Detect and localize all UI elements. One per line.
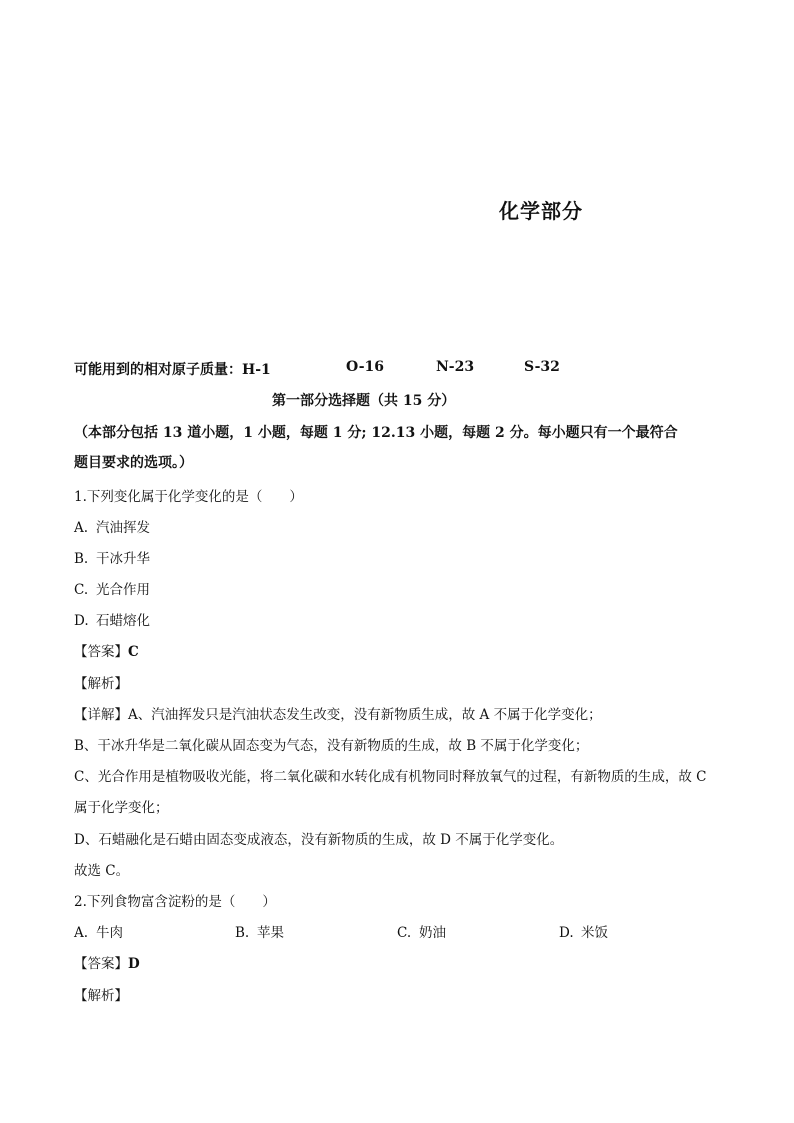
answer-value: C: [128, 644, 139, 660]
q1-option-d: [74, 609, 150, 629]
option-text: 汽油挥发: [96, 520, 150, 536]
q1-option-b: [74, 547, 150, 567]
option-label: D.: [559, 925, 574, 941]
q1-detail-d: D、石蜡融化是石蜡由固态变成液态，没有新物质的生成，故 D 不属于化学变化。: [74, 832, 564, 848]
q2-option-d: [559, 921, 608, 941]
option-text: 苹果: [257, 925, 284, 941]
q1-detail-c-line1: C、光合作用是植物吸收光能，将二氧化碳和水转化成有机物同时释放氧气的过程，有新物质的生成，故 C: [74, 769, 707, 785]
answer-tag: 【答案】: [74, 956, 128, 972]
option-label: D.: [74, 613, 89, 629]
q2-answer: [74, 952, 140, 972]
q1-detail-b: B、干冰升华是二氧化碳从固态变为气态，没有新物质的生成，故 B 不属于化学变化；: [74, 738, 589, 754]
q2-option-c: [397, 921, 446, 941]
question-1-stem: 1.下列变化属于化学变化的是（ ）: [74, 489, 303, 505]
page-title: 化学部分: [499, 199, 583, 223]
option-text: 干冰升华: [96, 551, 150, 567]
q1-answer: [74, 640, 139, 660]
atomic-mass-o: O-16: [346, 359, 385, 375]
option-label: B.: [235, 925, 250, 941]
q2-analysis-tag: 【解析】: [74, 988, 128, 1004]
option-text: 光合作用: [96, 582, 150, 598]
option-text: 石蜡熔化: [96, 613, 150, 629]
q2-option-b: [235, 921, 284, 941]
q1-option-c: [74, 578, 150, 598]
detail-tag: 【详解】: [74, 707, 128, 723]
q2-option-a: [74, 921, 123, 941]
q1-detail-a: [74, 703, 602, 723]
option-label: C.: [397, 925, 412, 941]
answer-value: D: [128, 956, 140, 972]
q1-analysis-tag: 【解析】: [74, 676, 128, 692]
q1-option-a: [74, 516, 150, 536]
question-2-stem: 2.下列食物富含淀粉的是（ ）: [74, 894, 276, 910]
option-label: C.: [74, 582, 89, 598]
detail-text: A、汽油挥发只是汽油状态发生改变，没有新物质生成，故 A 不属于化学变化；: [128, 707, 602, 723]
answer-tag: 【答案】: [74, 644, 128, 660]
section-note-line2: 题目要求的选项。）: [74, 455, 193, 471]
section-note-line1: （本部分包括 13 道小题，1 小题，每题 1 分; 12.13 小题，每题 2 分。每小题只有一个最符合: [74, 425, 678, 441]
atomic-mass-s: S-32: [524, 359, 560, 375]
atomic-mass-n: N-23: [436, 359, 475, 375]
q1-conclusion: 故选 C。: [74, 863, 130, 879]
option-label: A.: [74, 520, 89, 536]
option-label: B.: [74, 551, 89, 567]
section-heading: 第一部分选择题（共 15 分）: [272, 393, 456, 409]
option-text: 米饭: [581, 925, 608, 941]
q1-detail-c-line2: 属于化学变化；: [74, 800, 169, 816]
option-text: 奶油: [419, 925, 446, 941]
option-label: A.: [74, 925, 89, 941]
atomic-mass-label: 可能用到的相对原子质量：H-1: [74, 362, 271, 378]
option-text: 牛肉: [96, 925, 123, 941]
